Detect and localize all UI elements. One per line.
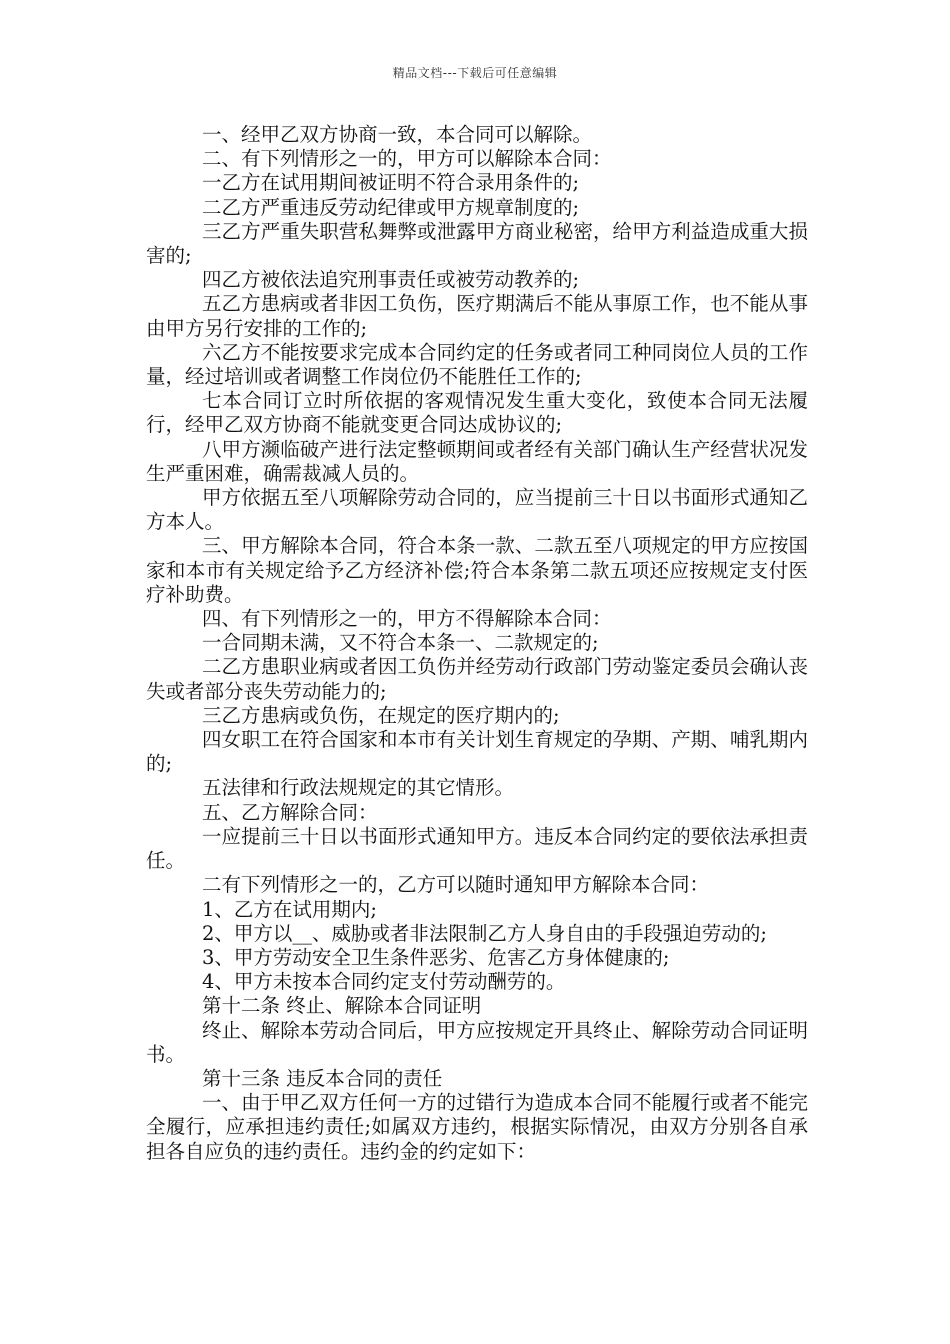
paragraph: 终止、解除本劳动合同后，甲方应按规定开具终止、解除劳动合同证明书。 [146, 1018, 808, 1066]
paragraph: 二、有下列情形之一的，甲方可以解除本合同： [202, 147, 612, 171]
paragraph: 五、乙方解除合同： [202, 800, 378, 824]
paragraph: 三、甲方解除本合同，符合本条一款、二款五至八项规定的甲方应按国家和本市有关规定给予乙方经济补偿;符合本条第二款五项还应按规定支付医疗补助费。 [146, 534, 808, 606]
section-heading: 第十三条 违反本合同的责任 [202, 1066, 443, 1090]
paragraph: 四女职工在符合国家和本市有关计划生育规定的孕期、产期、哺乳期内的; [146, 728, 808, 776]
paragraph: 4、甲方未按本合同约定支付劳动酬劳的。 [202, 970, 566, 994]
paragraph: 五法律和行政法规规定的其它情形。 [202, 776, 515, 800]
paragraph: 一合同期未满，又不符合本条一、二款规定的; [202, 631, 599, 655]
page-header: 精品文档---下载后可任意编辑 [392, 66, 558, 80]
paragraph: 二乙方严重违反劳动纪律或甲方规章制度的; [202, 195, 580, 219]
paragraph: 一应提前三十日以书面形式通知甲方。违反本合同约定的要依法承担责任。 [146, 824, 808, 873]
paragraph: 一、由于甲乙双方任何一方的过错行为造成本合同不能履行或者不能完全履行，应承担违约责任;如属双方违约，根据实际情况，由双方分别各自承担各自应负的违约责任。违约金的约定如下： [146, 1091, 808, 1163]
paragraph: 四、有下列情形之一的，甲方不得解除本合同： [202, 607, 612, 631]
paragraph: 六乙方不能按要求完成本合同约定的任务或者同工种同岗位人员的工作量，经过培训或者调整工作岗位仍不能胜任工作的; [146, 340, 808, 389]
section-heading: 第十二条 终止、解除本合同证明 [202, 994, 482, 1018]
paragraph: 3、甲方劳动安全卫生条件恶劣、危害乙方身体健康的; [202, 945, 670, 969]
paragraph: 甲方依据五至八项解除劳动合同的，应当提前三十日以书面形式通知乙方本人。 [146, 486, 808, 534]
paragraph: 一乙方在试用期间被证明不符合录用条件的; [202, 171, 580, 195]
paragraph: 2、甲方以__、威胁或者非法限制乙方人身自由的手段强迫劳动的; [202, 921, 767, 945]
paragraph: 二乙方患职业病或者因工负伤并经劳动行政部门劳动鉴定委员会确认丧失或者部分丧失劳动能力的; [146, 655, 808, 703]
paragraph: 一、经甲乙双方协商一致，本合同可以解除。 [202, 123, 593, 146]
paragraph: 二有下列情形之一的，乙方可以随时通知甲方解除本合同： [202, 873, 710, 897]
paragraph: 三乙方患病或负伤，在规定的医疗期内的; [202, 703, 560, 727]
paragraph: 七本合同订立时所依据的客观情况发生重大变化，致使本合同无法履行，经甲乙双方协商不能就变更合同达成协议的; [146, 389, 808, 437]
paragraph: 1、乙方在试用期内; [202, 897, 377, 921]
paragraph: 四乙方被依法追究刑事责任或被劳动教养的; [202, 268, 580, 292]
document-body [146, 123, 808, 1164]
paragraph: 五乙方患病或者非因工负伤，医疗期满后不能从事原工作，也不能从事由甲方另行安排的工作的; [146, 292, 808, 340]
paragraph: 三乙方严重失职营私舞弊或泄露甲方商业秘密，给甲方利益造成重大损害的; [146, 219, 808, 268]
paragraph: 八甲方濒临破产进行法定整顿期间或者经有关部门确认生产经营状况发生严重困难，确需裁减人员的。 [146, 437, 808, 485]
